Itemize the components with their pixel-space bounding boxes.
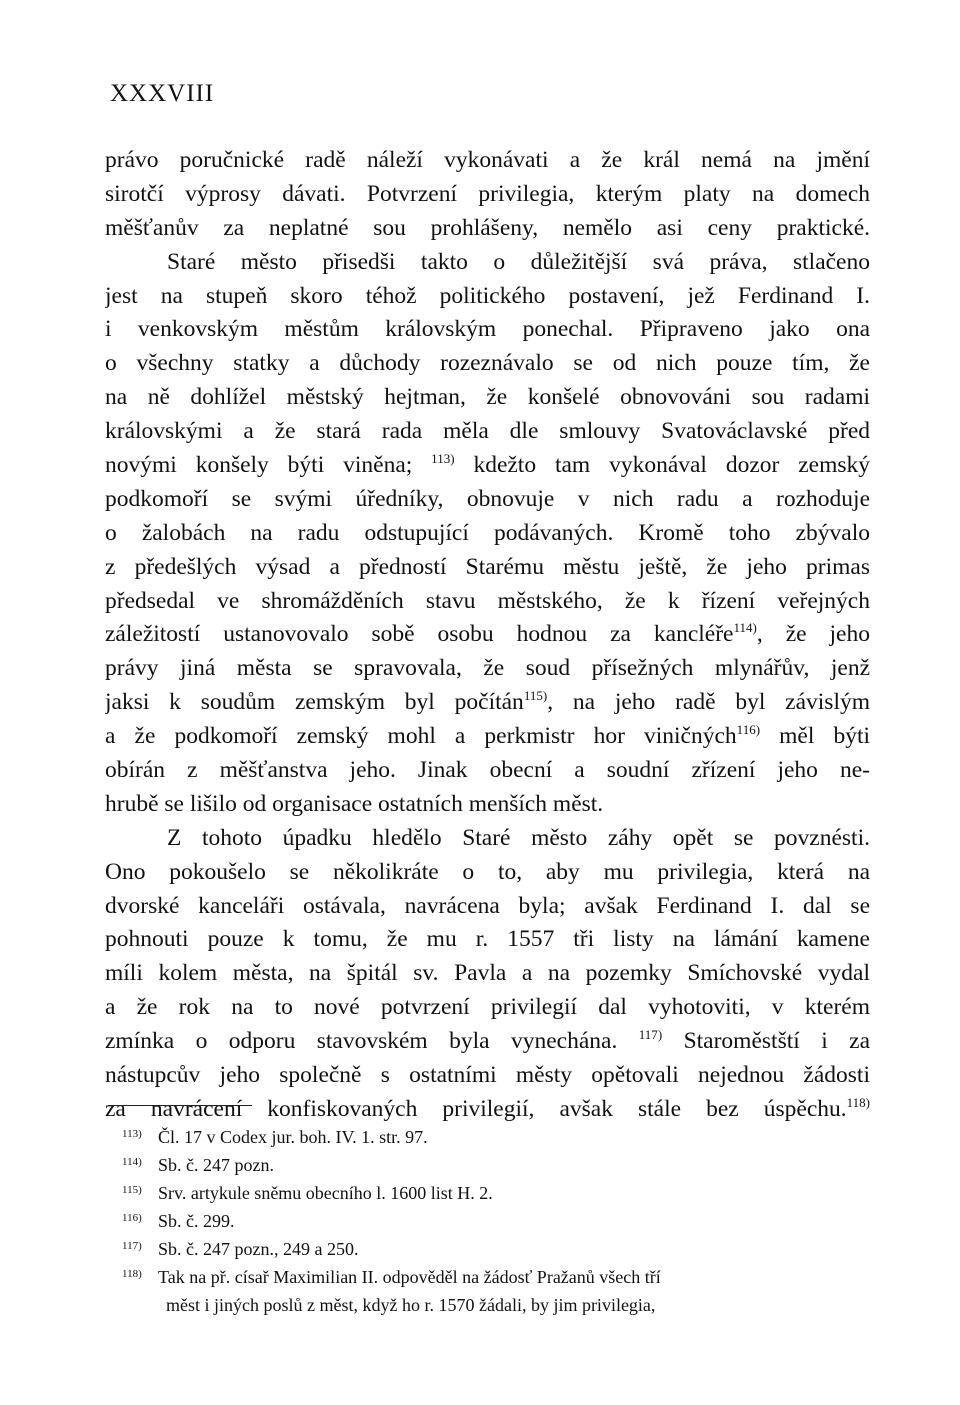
footnote-113 [122, 1123, 867, 1151]
footnote-number: 116) [122, 1212, 142, 1224]
text-line [105, 1025, 870, 1059]
text-line: Z tohoto úpadku hledělo Staré město záhy opět se povznésti. [167, 824, 870, 851]
footnote-116 [122, 1207, 867, 1235]
footnote-text: Sb. č. 247 pozn. [158, 1155, 274, 1175]
footnote-114 [122, 1151, 867, 1179]
footnote-divider [108, 1105, 252, 1106]
text-segment: novými konšely býti viněna; [105, 452, 413, 479]
footnote-ref-115: 115) [523, 688, 548, 704]
footnote-number: 118) [122, 1268, 142, 1280]
text-line: Ono pokoušelo se několikráte o to, aby mu privilegia, která na [105, 858, 870, 885]
text-line: předsedal ve shromážděních stavu městského, že k řízení veřejných [105, 587, 870, 614]
footnote-number: 114) [122, 1156, 142, 1168]
footnote-ref-116: 116) [736, 722, 761, 738]
text-line: o všechny statky a důchody rozeznávalo se od nich pouze tím, že [105, 350, 870, 377]
text-line [105, 720, 870, 754]
text-line: jest na stupeň skoro téhož politického postavení, jež Ferdinand I. [105, 282, 870, 309]
footnote-text: Sb. č. 299. [158, 1211, 235, 1231]
text-segment: za navrácení konfiskovaných privilegií, avšak stále bez úspěchu. [105, 1095, 847, 1122]
text-line: z předešlých výsad a předností Starému městu ještě, že jeho primas [105, 553, 870, 580]
text-line: královskými a že stará rada měla dle smlouvy Svatováclavské před [105, 418, 870, 445]
footnote-text: Tak na př. císař Maximilian II. odpověděl na žádosť Pražanů všech tří [158, 1267, 661, 1287]
text-line: právy jiná města se spravovala, že soud přísežných mlynářův, jenž [105, 655, 870, 682]
footnote-ref-114: 114) [733, 620, 757, 636]
text-line: pohnouti pouze k tomu, že mu r. 1557 tři listy na lámání kamene [105, 926, 870, 953]
footnote-text: Čl. 17 v Codex jur. boh. IV. 1. str. 97. [158, 1127, 428, 1147]
text-segment: Staroměstští i za [683, 1028, 870, 1055]
text-line [105, 686, 870, 720]
text-segment: zmínka o odporu stavovském byla vynechána. [105, 1028, 618, 1055]
text-line [105, 618, 870, 652]
page-number: XXXVIII [110, 80, 215, 107]
text-line: i venkovským městům královským ponechal. Připraveno jako ona [105, 316, 870, 343]
footnotes [122, 1123, 867, 1319]
text-line: Staré město přisedši takto o důležitější svá práva, stlačeno [167, 248, 870, 275]
footnote-number: 117) [122, 1240, 142, 1252]
text-segment: záležitostí ustanovovalo sobě osobu hodnou za kancléře [105, 621, 734, 648]
footnote-text: Sb. č. 247 pozn., 249 a 250. [158, 1239, 359, 1259]
footnote-117 [122, 1235, 867, 1263]
text-segment: kdežto tam vykonával dozor zemský [473, 452, 870, 479]
footnote-text: Srv. artykule sněmu obecního l. 1600 list H. 2. [158, 1183, 493, 1203]
text-line: podkomoří se svými úředníky, obnovuje v nich radu a rozhoduje [105, 485, 870, 512]
text-segment: , na jeho radě byl závislým [547, 689, 870, 716]
footnote-number: 115) [122, 1184, 142, 1196]
text-segment: , že jeho [756, 621, 870, 648]
text-line: hrubě se lišilo od organisace ostatních menších měst. [105, 790, 604, 817]
text-segment: a že podkomoří zemský mohl a perkmistr hor viničných [105, 723, 737, 750]
footnote-number: 113) [122, 1128, 142, 1140]
footnote-ref-118: 118) [846, 1094, 870, 1110]
text-segment: jaksi k soudům zemským byl počítán [105, 689, 524, 716]
text-line: o žalobách na radu odstupující podávaných. Kromě toho zbývalo [105, 519, 870, 546]
text-line: právo poručnické radě náleží vykonávati a že král nemá na jmění [105, 147, 870, 173]
text-line: měšťanův za neplatné sou prohlášeny, nemělo asi ceny praktické. [105, 214, 870, 241]
text-segment: měl býti [760, 723, 870, 750]
text-line [105, 449, 870, 483]
text-line: dvorské kanceláři ostávala, navrácena byla; avšak Ferdinand I. dal se [105, 892, 870, 919]
footnote-ref-117: 117) [638, 1027, 663, 1043]
text-line: sirotčí výprosy dávati. Potvrzení privilegia, kterým platy na domech [105, 180, 870, 207]
footnote-118-continuation: měst i jiných poslů z měst, když ho r. 1570 žádali, by jim privilegia, [166, 1295, 656, 1315]
body-text [105, 144, 870, 1127]
text-line [105, 1093, 870, 1127]
footnote-118 [122, 1263, 867, 1291]
text-line: míli kolem města, na špitál sv. Pavla a na pozemky Smíchovské vydal [105, 960, 870, 987]
text-line: na ně dohlížel městský hejtman, že konšelé obnovováni sou radami [105, 384, 870, 411]
footnote-115 [122, 1179, 867, 1207]
text-line: obírán z měšťanstva jeho. Jinak obecní a soudní zřízení jeho ne- [105, 757, 870, 784]
text-line: nástupcův jeho společně s ostatními městy opětovali nejednou žádosti [105, 1062, 870, 1089]
footnote-ref-113: 113) [431, 451, 455, 467]
text-line: a že rok na to nové potvrzení privilegií dal vyhotoviti, v kterém [105, 994, 870, 1021]
